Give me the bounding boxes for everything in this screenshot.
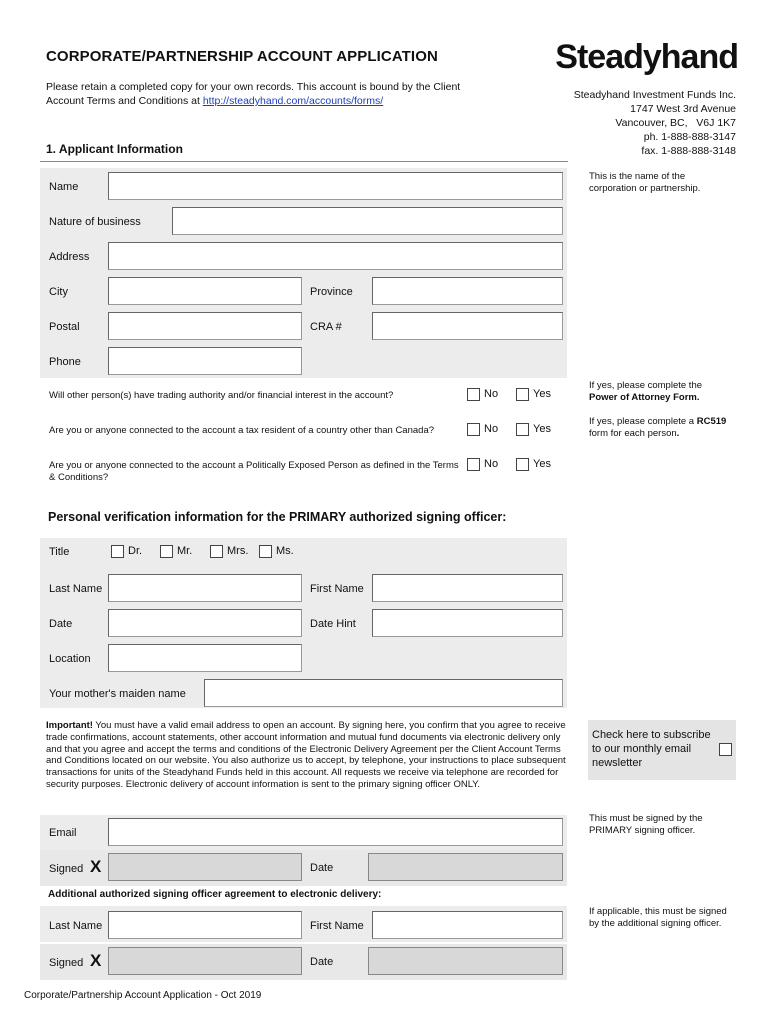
additional-signature-input[interactable] xyxy=(108,947,302,975)
additional-sign-date-label: Date xyxy=(310,956,334,968)
q2-yes-checkbox[interactable] xyxy=(516,423,529,436)
date-hint-input[interactable] xyxy=(372,609,563,637)
last-name-input[interactable] xyxy=(108,574,302,602)
primary-signature-input[interactable] xyxy=(108,853,302,881)
intro-body: Please retain a completed copy for your own records. This account is bound by the Client Account Terms and Conditions at xyxy=(46,81,461,107)
company-street: 1747 West 3rd Avenue xyxy=(630,103,736,115)
postal-label: Postal xyxy=(49,321,80,333)
q2-note-text: If yes, please complete a xyxy=(589,416,697,427)
q2-note xyxy=(589,416,739,440)
subscribe-text: Check here to subscribe to our monthly email newsletter xyxy=(592,729,711,769)
maiden-name-label: Your mother's maiden name xyxy=(49,688,186,700)
q3-no-label: No xyxy=(484,458,499,470)
city-input[interactable] xyxy=(108,277,302,305)
additional-first-name-input[interactable] xyxy=(372,911,563,939)
nature-label: Nature of business xyxy=(49,216,141,228)
q1-yes-checkbox[interactable] xyxy=(516,388,529,401)
additional-signed-label: Signed xyxy=(49,957,84,969)
company-fax: fax. 1-888-888-3148 xyxy=(641,145,736,157)
forms-link[interactable]: http://steadyhand.com/accounts/forms/ xyxy=(202,95,384,107)
company-name: Steadyhand Investment Funds Inc. xyxy=(573,89,736,101)
q3-yes-checkbox[interactable] xyxy=(516,458,529,471)
intro-text xyxy=(46,80,486,108)
signed-label: Signed xyxy=(49,863,84,875)
section-applicant-heading: 1. Applicant Information xyxy=(46,142,183,156)
q3-no-checkbox[interactable] xyxy=(467,458,480,471)
title-dr-checkbox[interactable] xyxy=(111,545,124,558)
cra-label: CRA # xyxy=(310,321,342,333)
additional-signature-x-mark: X xyxy=(90,951,102,970)
question-pep: Are you or anyone connected to the account a Politically Exposed Person as defined in the Terms & Conditions? xyxy=(49,460,459,483)
question-tax-resident: Are you or anyone connected to the account a tax resident of a country other than Canada? xyxy=(49,425,435,436)
title-mrs-label: Mrs. xyxy=(227,545,249,557)
province-label: Province xyxy=(310,286,353,298)
name-note: This is the name of the corporation or partnership. xyxy=(589,171,701,194)
rc519-form-name: RC519 xyxy=(696,416,727,427)
location-input[interactable] xyxy=(108,644,302,672)
electronic-delivery-agreement xyxy=(46,720,566,791)
additional-first-name-label: First Name xyxy=(310,920,364,932)
date-hint-label: Date Hint xyxy=(310,618,356,630)
q2-no-checkbox[interactable] xyxy=(467,423,480,436)
poa-form-name: Power of Attorney Form. xyxy=(589,392,700,403)
title-mr-checkbox[interactable] xyxy=(160,545,173,558)
first-name-label: First Name xyxy=(310,583,364,595)
q2-no-label: No xyxy=(484,423,499,435)
location-label: Location xyxy=(49,653,91,665)
q2-note-tail: form for each person xyxy=(589,428,677,439)
additional-last-name-input[interactable] xyxy=(108,911,302,939)
address-input[interactable] xyxy=(108,242,563,270)
date-input[interactable] xyxy=(108,609,302,637)
q1-no-label: No xyxy=(484,388,499,400)
email-input[interactable] xyxy=(108,818,563,846)
title-dr-label: Dr. xyxy=(128,545,143,557)
question-trading-authority: Will other person(s) have trading authority and/or financial interest in the account? xyxy=(49,390,394,401)
company-city: Vancouver, BC, V6J 1K7 xyxy=(615,117,736,129)
company-phone: ph. 1-888-888-3147 xyxy=(643,131,736,143)
title-ms-label: Ms. xyxy=(276,545,294,557)
q2-yes-label: Yes xyxy=(533,423,551,435)
q1-note xyxy=(589,380,739,404)
q2-note-period: . xyxy=(676,428,680,439)
primary-sign-date-label: Date xyxy=(310,862,334,874)
first-name-input[interactable] xyxy=(372,574,563,602)
form-title: CORPORATE/PARTNERSHIP ACCOUNT APPLICATION xyxy=(46,48,438,65)
newsletter-subscribe xyxy=(588,720,736,780)
additional-sign-note: If applicable, this must be signed by the additional signing officer. xyxy=(589,906,727,929)
primary-sign-date-input[interactable] xyxy=(368,853,563,881)
title-mr-label: Mr. xyxy=(177,545,193,557)
phone-input[interactable] xyxy=(108,347,302,375)
q3-yes-label: Yes xyxy=(533,458,551,470)
maiden-name-input[interactable] xyxy=(204,679,563,707)
q1-note-text: If yes, please complete the xyxy=(589,380,703,391)
last-name-label: Last Name xyxy=(49,583,103,595)
date-label: Date xyxy=(49,618,73,630)
name-label: Name xyxy=(49,181,79,193)
subscribe-checkbox[interactable] xyxy=(719,743,732,756)
postal-input[interactable] xyxy=(108,312,302,340)
title-label: Title xyxy=(49,546,70,558)
company-address xyxy=(574,88,736,158)
section-divider xyxy=(40,161,568,162)
primary-officer-heading: Personal verification information for the PRIMARY authorized signing officer: xyxy=(48,510,507,524)
steadyhand-logo: Steadyhand xyxy=(555,38,738,76)
important-text: You must have a valid email address to open an account. By signing here, you confirm that you agree to receive trade confirmations, account statements, other account information and mutual fund documents via electronic delivery only and that you agree and accept the terms and conditions of the Electronic Delivery Agreement per the Client Account Terms and Conditions located on our website. You also authorize us to accept, by telephone, your instructions to place subsequent transactions for units of the Steadyhand Funds held in this account. All requests we receive via telephone are recorded for security purposes. Electronic delivery of account information is sent to the primary signing officer ONLY. xyxy=(46,720,566,790)
name-input[interactable] xyxy=(108,172,563,200)
title-ms-checkbox[interactable] xyxy=(259,545,272,558)
city-label: City xyxy=(49,286,68,298)
page-footer: Corporate/Partnership Account Application - Oct 2019 xyxy=(24,990,262,1001)
q1-yes-label: Yes xyxy=(533,388,551,400)
cra-input[interactable] xyxy=(372,312,563,340)
address-label: Address xyxy=(49,251,90,263)
nature-of-business-input[interactable] xyxy=(172,207,563,235)
title-mrs-checkbox[interactable] xyxy=(210,545,223,558)
signature-x-mark: X xyxy=(90,857,102,876)
phone-label: Phone xyxy=(49,356,81,368)
q1-no-checkbox[interactable] xyxy=(467,388,480,401)
additional-officer-heading: Additional authorized signing officer agreement to electronic delivery: xyxy=(48,889,382,900)
important-label: Important! xyxy=(46,720,93,731)
additional-sign-date-input[interactable] xyxy=(368,947,563,975)
email-label: Email xyxy=(49,827,77,839)
primary-sign-note: This must be signed by the PRIMARY signing officer. xyxy=(589,813,703,836)
additional-last-name-label: Last Name xyxy=(49,920,103,932)
province-input[interactable] xyxy=(372,277,563,305)
